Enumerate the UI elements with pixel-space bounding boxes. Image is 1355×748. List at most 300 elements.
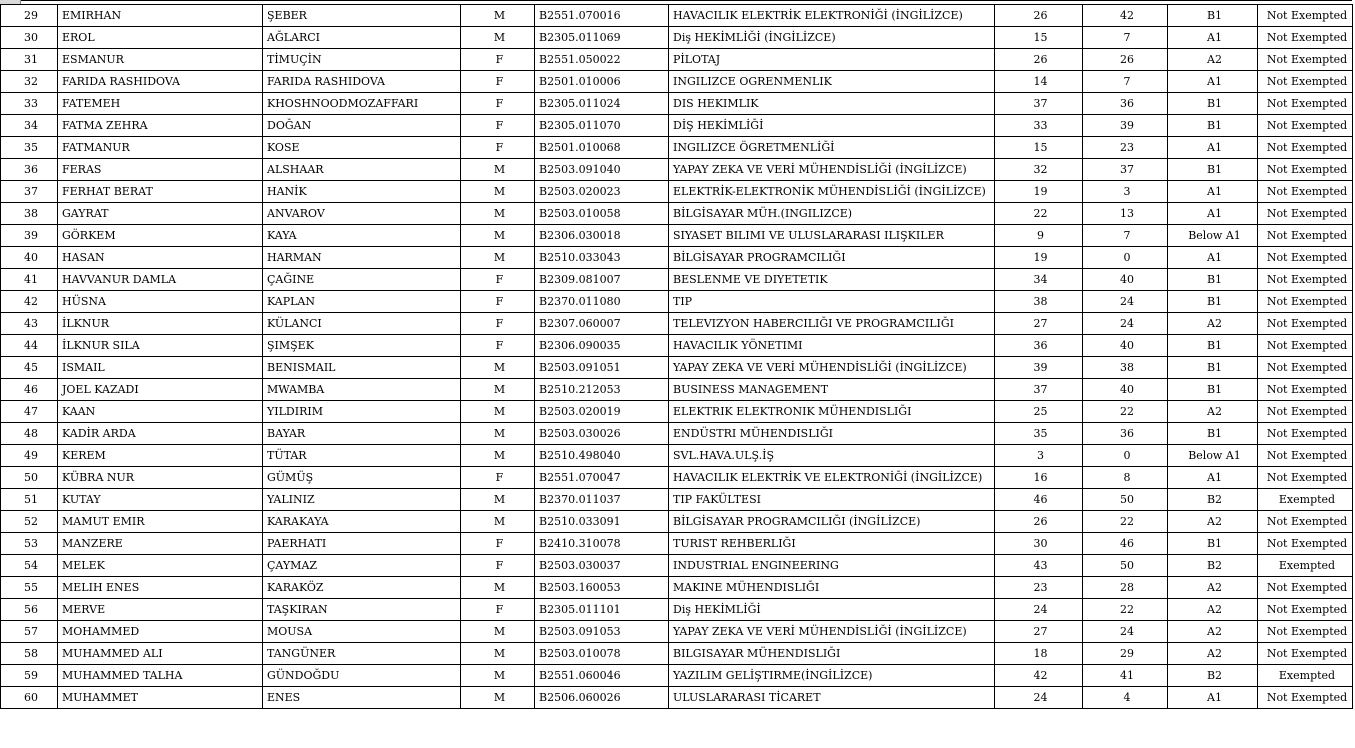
cell-score-2: 13 — [1083, 203, 1168, 225]
cell-gender: M — [461, 203, 535, 225]
cell-program: TURIST REHBERLIĞI — [669, 533, 995, 555]
cell-first-name: FERAS — [58, 159, 263, 181]
cell-last-name: ANVAROV — [263, 203, 461, 225]
cell-row-number: 51 — [1, 489, 58, 511]
cell-program: INGILIZCE OGRENMENLIK — [669, 71, 995, 93]
cell-score-2: 22 — [1083, 511, 1168, 533]
cell-last-name: GÜMÜŞ — [263, 467, 461, 489]
cell-score-1: 15 — [995, 27, 1083, 49]
cell-gender: M — [461, 423, 535, 445]
cell-gender: F — [461, 599, 535, 621]
cell-student-code: B2503.091051 — [535, 357, 669, 379]
cell-first-name: EMIRHAN — [58, 5, 263, 27]
cell-first-name: HÜSNA — [58, 291, 263, 313]
cell-program: ELEKTRIK ELEKTRONIK MÜHENDISLIĞI — [669, 401, 995, 423]
cell-row-number: 41 — [1, 269, 58, 291]
cell-row-number: 52 — [1, 511, 58, 533]
cell-score-1: 42 — [995, 665, 1083, 687]
cell-student-code: B2503.030037 — [535, 555, 669, 577]
cell-student-code: B2551.070016 — [535, 5, 669, 27]
cell-exemption-status: Not Exempted — [1258, 467, 1353, 489]
cell-score-1: 27 — [995, 621, 1083, 643]
cell-score-1: 26 — [995, 5, 1083, 27]
cell-student-code: B2510.498040 — [535, 445, 669, 467]
cell-program: ELEKTRİK-ELEKTRONİK MÜHENDİSLİĞİ (İNGİLİZCE) — [669, 181, 995, 203]
cell-score-2: 40 — [1083, 335, 1168, 357]
cell-first-name: EROL — [58, 27, 263, 49]
cell-score-1: 25 — [995, 401, 1083, 423]
cell-first-name: MAMUT EMIR — [58, 511, 263, 533]
cell-exemption-status: Not Exempted — [1258, 357, 1353, 379]
cell-student-code: B2503.010078 — [535, 643, 669, 665]
table-row — [1, 555, 1353, 577]
cell-first-name: KUTAY — [58, 489, 263, 511]
cell-exemption-status: Not Exempted — [1258, 5, 1353, 27]
table-row — [1, 687, 1353, 709]
cell-gender: F — [461, 115, 535, 137]
cell-row-number: 31 — [1, 49, 58, 71]
cell-program: HAVACILIK ELEKTRİK ELEKTRONİĞİ (İNGİLİZCE) — [669, 5, 995, 27]
cell-gender: F — [461, 533, 535, 555]
cell-last-name: KARAKAYA — [263, 511, 461, 533]
cell-gender: M — [461, 577, 535, 599]
cell-exemption-status: Not Exempted — [1258, 313, 1353, 335]
cell-row-number: 46 — [1, 379, 58, 401]
cell-student-code: B2305.011069 — [535, 27, 669, 49]
cell-gender: F — [461, 93, 535, 115]
cell-student-code: B2305.011101 — [535, 599, 669, 621]
sheet-corner — [0, 0, 21, 4]
cell-program: ENDÜSTRI MÜHENDISLIĞI — [669, 423, 995, 445]
cell-level: B2 — [1168, 555, 1258, 577]
cell-score-1: 14 — [995, 71, 1083, 93]
cell-level: A1 — [1168, 181, 1258, 203]
cell-exemption-status: Not Exempted — [1258, 643, 1353, 665]
cell-student-code: B2510.212053 — [535, 379, 669, 401]
cell-gender: M — [461, 159, 535, 181]
cell-gender: F — [461, 335, 535, 357]
cell-score-2: 41 — [1083, 665, 1168, 687]
cell-first-name: İLKNUR SILA — [58, 335, 263, 357]
cell-level: B1 — [1168, 269, 1258, 291]
cell-exemption-status: Not Exempted — [1258, 577, 1353, 599]
cell-program: PİLOTAJ — [669, 49, 995, 71]
cell-level: A2 — [1168, 643, 1258, 665]
cell-score-2: 0 — [1083, 445, 1168, 467]
cell-level: A2 — [1168, 577, 1258, 599]
cell-gender: M — [461, 5, 535, 27]
cell-level: B1 — [1168, 5, 1258, 27]
table-row — [1, 137, 1353, 159]
cell-last-name: KARAKÖZ — [263, 577, 461, 599]
cell-last-name: PAERHATI — [263, 533, 461, 555]
cell-score-2: 46 — [1083, 533, 1168, 555]
cell-student-code: B2503.020019 — [535, 401, 669, 423]
cell-exemption-status: Not Exempted — [1258, 335, 1353, 357]
cell-last-name: BAYAR — [263, 423, 461, 445]
table-row — [1, 533, 1353, 555]
cell-last-name: BENISMAIL — [263, 357, 461, 379]
cell-last-name: ALSHAAR — [263, 159, 461, 181]
cell-row-number: 60 — [1, 687, 58, 709]
cell-score-2: 29 — [1083, 643, 1168, 665]
cell-first-name: KEREM — [58, 445, 263, 467]
cell-score-1: 15 — [995, 137, 1083, 159]
cell-student-code: B2305.011024 — [535, 93, 669, 115]
table-row — [1, 599, 1353, 621]
cell-exemption-status: Not Exempted — [1258, 511, 1353, 533]
cell-program: MAKINE MÜHENDISLIĞI — [669, 577, 995, 599]
cell-level: B1 — [1168, 335, 1258, 357]
cell-score-1: 37 — [995, 93, 1083, 115]
cell-level: A2 — [1168, 599, 1258, 621]
cell-program: BILGISAYAR MÜHENDISLIĞI — [669, 643, 995, 665]
cell-program: BİLGİSAYAR MÜH.(INGILIZCE) — [669, 203, 995, 225]
cell-program: BİLGİSAYAR PROGRAMCILIĞI (İNGİLİZCE) — [669, 511, 995, 533]
cell-score-2: 24 — [1083, 313, 1168, 335]
cell-score-2: 0 — [1083, 247, 1168, 269]
cell-first-name: JOEL KAZADI — [58, 379, 263, 401]
cell-student-code: B2503.160053 — [535, 577, 669, 599]
cell-level: A1 — [1168, 203, 1258, 225]
cell-row-number: 37 — [1, 181, 58, 203]
cell-row-number: 56 — [1, 599, 58, 621]
cell-score-1: 46 — [995, 489, 1083, 511]
table-row — [1, 5, 1353, 27]
cell-level: B1 — [1168, 379, 1258, 401]
cell-exemption-status: Exempted — [1258, 489, 1353, 511]
cell-level: Below A1 — [1168, 225, 1258, 247]
cell-program: SVL.HAVA.ULŞ.İŞ — [669, 445, 995, 467]
cell-student-code: B2370.011080 — [535, 291, 669, 313]
cell-row-number: 54 — [1, 555, 58, 577]
cell-student-code: B2551.050022 — [535, 49, 669, 71]
cell-row-number: 55 — [1, 577, 58, 599]
cell-last-name: TAŞKIRAN — [263, 599, 461, 621]
cell-last-name: KÜLANCI — [263, 313, 461, 335]
cell-student-code: B2410.310078 — [535, 533, 669, 555]
cell-exemption-status: Not Exempted — [1258, 203, 1353, 225]
results-table — [0, 4, 1353, 709]
cell-last-name: TİMUÇİN — [263, 49, 461, 71]
table-row — [1, 511, 1353, 533]
cell-level: A1 — [1168, 687, 1258, 709]
cell-first-name: FATMANUR — [58, 137, 263, 159]
cell-student-code: B2503.091040 — [535, 159, 669, 181]
table-row — [1, 313, 1353, 335]
cell-student-code: B2551.070047 — [535, 467, 669, 489]
cell-score-1: 35 — [995, 423, 1083, 445]
cell-score-1: 24 — [995, 687, 1083, 709]
cell-gender: F — [461, 291, 535, 313]
cell-level: B1 — [1168, 533, 1258, 555]
table-row — [1, 71, 1353, 93]
cell-program: INDUSTRIAL ENGINEERING — [669, 555, 995, 577]
cell-score-2: 42 — [1083, 5, 1168, 27]
cell-score-2: 37 — [1083, 159, 1168, 181]
cell-student-code: B2503.030026 — [535, 423, 669, 445]
cell-first-name: FERHAT BERAT — [58, 181, 263, 203]
cell-row-number: 33 — [1, 93, 58, 115]
cell-exemption-status: Not Exempted — [1258, 115, 1353, 137]
cell-program: Diş HEKİMLİĞİ (İNGİLİZCE) — [669, 27, 995, 49]
cell-gender: M — [461, 401, 535, 423]
cell-score-1: 9 — [995, 225, 1083, 247]
cell-level: A1 — [1168, 71, 1258, 93]
cell-student-code: B2551.060046 — [535, 665, 669, 687]
table-row — [1, 27, 1353, 49]
cell-row-number: 53 — [1, 533, 58, 555]
cell-score-2: 3 — [1083, 181, 1168, 203]
cell-level: B1 — [1168, 159, 1258, 181]
cell-first-name: HASAN — [58, 247, 263, 269]
cell-first-name: MOHAMMED — [58, 621, 263, 643]
table-row — [1, 577, 1353, 599]
cell-score-2: 23 — [1083, 137, 1168, 159]
table-row — [1, 247, 1353, 269]
cell-last-name: TÜTAR — [263, 445, 461, 467]
cell-score-1: 24 — [995, 599, 1083, 621]
cell-score-1: 36 — [995, 335, 1083, 357]
cell-exemption-status: Exempted — [1258, 555, 1353, 577]
cell-gender: F — [461, 49, 535, 71]
cell-student-code: B2501.010068 — [535, 137, 669, 159]
cell-exemption-status: Not Exempted — [1258, 27, 1353, 49]
cell-exemption-status: Not Exempted — [1258, 49, 1353, 71]
cell-row-number: 38 — [1, 203, 58, 225]
cell-student-code: B2510.033043 — [535, 247, 669, 269]
cell-level: A2 — [1168, 621, 1258, 643]
table-row — [1, 159, 1353, 181]
cell-score-2: 7 — [1083, 71, 1168, 93]
cell-score-1: 32 — [995, 159, 1083, 181]
cell-score-2: 24 — [1083, 291, 1168, 313]
table-body — [1, 5, 1353, 709]
cell-score-1: 27 — [995, 313, 1083, 335]
cell-program: TELEVIZYON HABERCILIĞI VE PROGRAMCILIĞI — [669, 313, 995, 335]
cell-score-1: 3 — [995, 445, 1083, 467]
cell-score-2: 7 — [1083, 225, 1168, 247]
cell-exemption-status: Not Exempted — [1258, 401, 1353, 423]
cell-program: YAPAY ZEKA VE VERİ MÜHENDİSLİĞİ (İNGİLİZCE) — [669, 357, 995, 379]
cell-program: HAVACILIK YÖNETIMI — [669, 335, 995, 357]
cell-first-name: GÖRKEM — [58, 225, 263, 247]
cell-last-name: ENES — [263, 687, 461, 709]
cell-score-1: 34 — [995, 269, 1083, 291]
cell-score-1: 26 — [995, 511, 1083, 533]
cell-first-name: MUHAMMET — [58, 687, 263, 709]
cell-score-2: 28 — [1083, 577, 1168, 599]
cell-score-1: 18 — [995, 643, 1083, 665]
cell-score-2: 7 — [1083, 27, 1168, 49]
cell-first-name: HAVVANUR DAMLA — [58, 269, 263, 291]
cell-exemption-status: Not Exempted — [1258, 247, 1353, 269]
table-row — [1, 269, 1353, 291]
cell-level: A1 — [1168, 137, 1258, 159]
cell-student-code: B2503.091053 — [535, 621, 669, 643]
cell-program: YAPAY ZEKA VE VERİ MÜHENDİSLİĞİ (İNGİLİZCE) — [669, 159, 995, 181]
cell-last-name: HANİK — [263, 181, 461, 203]
cell-row-number: 48 — [1, 423, 58, 445]
cell-last-name: KOSE — [263, 137, 461, 159]
cell-program: INGILIZCE ÖGRETMENLİĞİ — [669, 137, 995, 159]
table-row — [1, 93, 1353, 115]
cell-level: B2 — [1168, 489, 1258, 511]
cell-student-code: B2503.020023 — [535, 181, 669, 203]
cell-level: B1 — [1168, 423, 1258, 445]
cell-row-number: 39 — [1, 225, 58, 247]
cell-row-number: 59 — [1, 665, 58, 687]
table-row — [1, 467, 1353, 489]
cell-exemption-status: Not Exempted — [1258, 93, 1353, 115]
cell-first-name: MELIH ENES — [58, 577, 263, 599]
cell-row-number: 35 — [1, 137, 58, 159]
cell-score-2: 39 — [1083, 115, 1168, 137]
cell-gender: M — [461, 665, 535, 687]
cell-program: DİŞ HEKİMLİĞİ — [669, 115, 995, 137]
table-row — [1, 181, 1353, 203]
cell-score-1: 30 — [995, 533, 1083, 555]
cell-row-number: 45 — [1, 357, 58, 379]
cell-exemption-status: Not Exempted — [1258, 71, 1353, 93]
cell-student-code: B2501.010006 — [535, 71, 669, 93]
cell-first-name: MELEK — [58, 555, 263, 577]
table-row — [1, 423, 1353, 445]
table-row — [1, 225, 1353, 247]
cell-last-name: AĞLARCI — [263, 27, 461, 49]
cell-first-name: KADİR ARDA — [58, 423, 263, 445]
table-row — [1, 203, 1353, 225]
cell-gender: M — [461, 225, 535, 247]
cell-gender: F — [461, 467, 535, 489]
cell-score-2: 26 — [1083, 49, 1168, 71]
cell-row-number: 44 — [1, 335, 58, 357]
cell-last-name: HARMAN — [263, 247, 461, 269]
cell-first-name: KÜBRA NUR — [58, 467, 263, 489]
cell-gender: F — [461, 71, 535, 93]
cell-score-1: 16 — [995, 467, 1083, 489]
table-row — [1, 445, 1353, 467]
cell-row-number: 57 — [1, 621, 58, 643]
sheet-top-border — [0, 0, 1352, 5]
cell-program: TIP FAKÜLTESI — [669, 489, 995, 511]
cell-score-1: 22 — [995, 203, 1083, 225]
cell-score-1: 19 — [995, 181, 1083, 203]
cell-score-1: 38 — [995, 291, 1083, 313]
cell-first-name: MERVE — [58, 599, 263, 621]
cell-gender: M — [461, 27, 535, 49]
cell-last-name: DOĞAN — [263, 115, 461, 137]
cell-program: Diş HEKİMLİĞİ — [669, 599, 995, 621]
cell-first-name: ESMANUR — [58, 49, 263, 71]
cell-gender: M — [461, 643, 535, 665]
cell-exemption-status: Not Exempted — [1258, 181, 1353, 203]
cell-last-name: ÇAĞINE — [263, 269, 461, 291]
table-row — [1, 665, 1353, 687]
cell-level: B1 — [1168, 115, 1258, 137]
cell-student-code: B2307.060007 — [535, 313, 669, 335]
cell-gender: M — [461, 687, 535, 709]
cell-row-number: 36 — [1, 159, 58, 181]
cell-student-code: B2306.090035 — [535, 335, 669, 357]
cell-row-number: 29 — [1, 5, 58, 27]
cell-student-code: B2305.011070 — [535, 115, 669, 137]
cell-first-name: GAYRAT — [58, 203, 263, 225]
cell-student-code: B2306.030018 — [535, 225, 669, 247]
cell-last-name: KAYA — [263, 225, 461, 247]
cell-row-number: 49 — [1, 445, 58, 467]
cell-score-1: 19 — [995, 247, 1083, 269]
cell-level: A2 — [1168, 511, 1258, 533]
table-row — [1, 489, 1353, 511]
cell-last-name: ÇAYMAZ — [263, 555, 461, 577]
cell-level: A1 — [1168, 467, 1258, 489]
table-row — [1, 643, 1353, 665]
cell-gender: M — [461, 511, 535, 533]
table-row — [1, 291, 1353, 313]
cell-first-name: MANZERE — [58, 533, 263, 555]
cell-gender: M — [461, 621, 535, 643]
cell-last-name: ŞEBER — [263, 5, 461, 27]
cell-score-2: 4 — [1083, 687, 1168, 709]
cell-exemption-status: Not Exempted — [1258, 379, 1353, 401]
cell-row-number: 42 — [1, 291, 58, 313]
cell-first-name: MUHAMMED TALHA — [58, 665, 263, 687]
table-row — [1, 115, 1353, 137]
cell-program: HAVACILIK ELEKTRİK VE ELEKTRONİĞİ (İNGİLİZCE) — [669, 467, 995, 489]
cell-row-number: 30 — [1, 27, 58, 49]
cell-program: ULUSLARARASI TİCARET — [669, 687, 995, 709]
cell-gender: M — [461, 489, 535, 511]
cell-program: DIS HEKIMLIK — [669, 93, 995, 115]
cell-gender: F — [461, 137, 535, 159]
cell-score-1: 43 — [995, 555, 1083, 577]
cell-first-name: FARIDA RASHIDOVA — [58, 71, 263, 93]
table-row — [1, 621, 1353, 643]
cell-level: B2 — [1168, 665, 1258, 687]
cell-level: B1 — [1168, 291, 1258, 313]
cell-score-2: 36 — [1083, 423, 1168, 445]
cell-gender: M — [461, 247, 535, 269]
cell-exemption-status: Exempted — [1258, 665, 1353, 687]
cell-program: YAPAY ZEKA VE VERİ MÜHENDİSLİĞİ (İNGİLİZCE) — [669, 621, 995, 643]
cell-first-name: ISMAIL — [58, 357, 263, 379]
cell-gender: M — [461, 181, 535, 203]
cell-row-number: 58 — [1, 643, 58, 665]
cell-gender: F — [461, 313, 535, 335]
cell-first-name: İLKNUR — [58, 313, 263, 335]
table-row — [1, 357, 1353, 379]
cell-exemption-status: Not Exempted — [1258, 269, 1353, 291]
cell-score-2: 50 — [1083, 489, 1168, 511]
cell-first-name: KAAN — [58, 401, 263, 423]
cell-level: B1 — [1168, 357, 1258, 379]
cell-gender: F — [461, 555, 535, 577]
cell-last-name: KAPLAN — [263, 291, 461, 313]
table-row — [1, 379, 1353, 401]
cell-last-name: GÜNDOĞDU — [263, 665, 461, 687]
cell-last-name: TANGÜNER — [263, 643, 461, 665]
cell-program: TIP — [669, 291, 995, 313]
cell-program: SIYASET BILIMI VE ULUSLARARASI ILIŞKILER — [669, 225, 995, 247]
cell-row-number: 47 — [1, 401, 58, 423]
cell-student-code: B2370.011037 — [535, 489, 669, 511]
cell-level: B1 — [1168, 93, 1258, 115]
cell-program: BESLENME VE DIYETETIK — [669, 269, 995, 291]
cell-score-1: 37 — [995, 379, 1083, 401]
cell-student-code: B2309.081007 — [535, 269, 669, 291]
cell-gender: F — [461, 269, 535, 291]
